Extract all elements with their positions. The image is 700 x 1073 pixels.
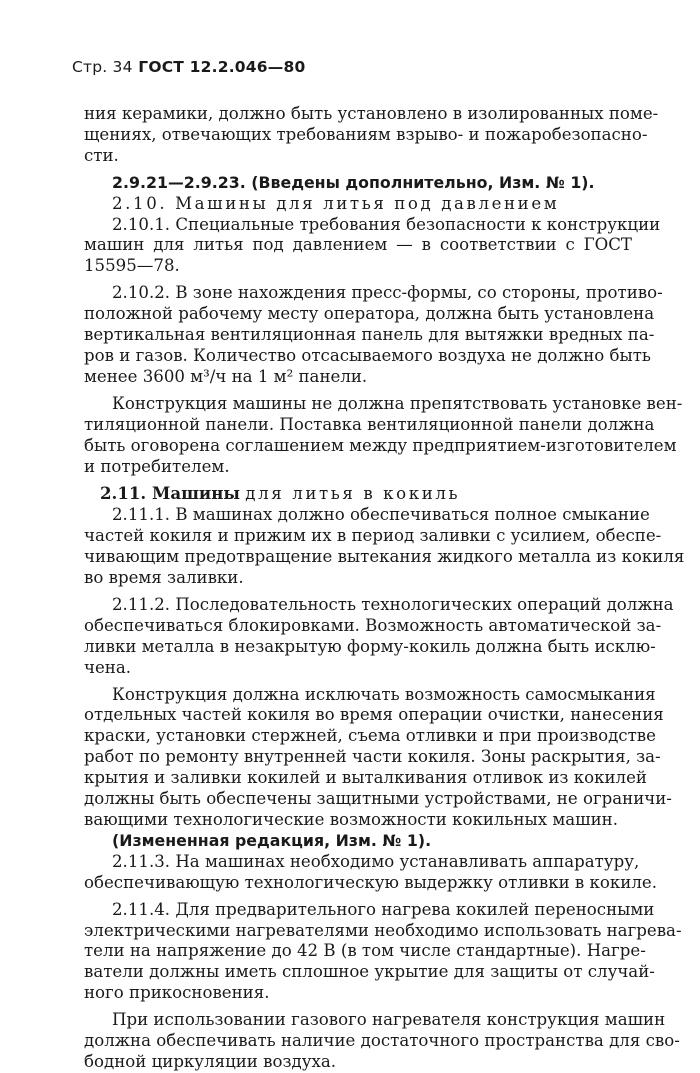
paragraph: [84, 899, 682, 1005]
section-heading-title: для литья в кокиль: [245, 484, 461, 504]
text-line: отдельных частей кокиля во время операции очистки, нанесения: [84, 705, 664, 725]
paragraph: [84, 393, 683, 478]
text-line: менее 3600 м³/ч на 1 м² панели.: [84, 366, 368, 386]
paragraph: [84, 104, 659, 167]
text-line: работ по ремонту внутренней части кокиля. Зоны раскрытия, за-: [84, 747, 661, 767]
text-line: сти.: [84, 145, 119, 165]
paragraph: [84, 851, 657, 894]
amendment-note: (Измененная редакция, Изм. № 1).: [112, 830, 432, 850]
text-line: 2.10.1. Специальные требования безопасности к конструкции: [112, 214, 661, 234]
text-line: положной рабочему месту оператора, должна быть установлена: [84, 304, 655, 324]
text-line: тели на напряжение до 42 В (в том числе стандартные). Нагре-: [84, 941, 646, 961]
text-line: щениях, отвечающих требованиям взрыво- и пожаробезопасно-: [84, 124, 648, 144]
text-line: ватели должны иметь сплошное укрытие для защиты от случай-: [84, 962, 655, 982]
amendment-note: 2.9.21—2.9.23. (Введены дополнительно, Изм. № 1).: [112, 172, 595, 192]
text-line: чена.: [84, 657, 132, 677]
text-line: ров и газов. Количество отсасываемого воздуха не должно быть: [84, 345, 651, 365]
text-line: ного прикосновения.: [84, 983, 270, 1003]
text-line: 2.11.2. Последовательность технологических операций должна: [112, 594, 674, 614]
text-line: машин для литья под давлением — в соответствии с ГОСТ: [84, 235, 632, 255]
text-line: вертикальная вентиляционная панель для вытяжки вредных па-: [84, 325, 655, 345]
text-line: При использовании газового нагревателя конструкция машин: [112, 1010, 666, 1030]
text-line: 2.11.1. В машинах должно обеспечиваться полное смыкание: [112, 505, 650, 525]
text-line: 15595—78.: [84, 256, 180, 276]
paragraph: [84, 1010, 680, 1073]
text-line: Конструкция должна исключать возможность самосмыкания: [112, 684, 656, 704]
text-line: крытия и заливки кокилей и выталкивания отливок из кокилей: [84, 768, 647, 788]
text-line: быть оговорена соглашением между предприятием-изготовителем: [84, 435, 677, 455]
text-line: должны быть обеспечены защитными устройствами, не ограничи-: [84, 789, 672, 809]
text-line: ливки металла в незакрытую форму-кокиль должна быть исклю-: [84, 636, 656, 656]
text-line: Конструкция машины не должна препятствовать установке вен-: [112, 393, 683, 413]
body-text: [84, 104, 685, 1073]
standard-designation: ГОСТ 12.2.046—80: [138, 58, 306, 76]
paragraph: [84, 283, 663, 388]
section-heading: [84, 483, 632, 505]
text-line: бодной циркуляции воздуха.: [84, 1051, 337, 1071]
text-line: краски, установки стержней, съема отливки и при производстве: [84, 726, 656, 746]
paragraph: [84, 594, 674, 679]
text-line: обеспечиваться блокировками. Возможность автоматической за-: [84, 615, 662, 635]
section-heading: 2.10. Машины для литья под давлением: [112, 193, 560, 213]
text-line: 2.11.4. Для предварительного нагрева кокилей переносными: [112, 899, 655, 919]
text-line: ния керамики, должно быть установлено в изолированных поме-: [84, 104, 659, 123]
text-line: во время заливки.: [84, 568, 244, 588]
text-line: чивающим предотвращение вытекания жидкого металла из кокиля: [84, 547, 685, 567]
text-line: должна обеспечивать наличие достаточного пространства для сво-: [84, 1031, 680, 1051]
section-heading-number: 2.11. Машины: [100, 483, 241, 504]
paragraph: [84, 684, 672, 831]
text-line: 2.10.2. В зоне нахождения пресс-формы, со стороны, противо-: [112, 283, 663, 303]
text-line: и потребителем.: [84, 456, 230, 476]
text-line: обеспечивающую технологическую выдержку отливки в кокиле.: [84, 872, 657, 892]
text-line: частей кокиля и прижим их в период заливки с усилием, обеспе-: [84, 526, 662, 546]
text-line: электрическими нагревателями необходимо использовать нагрева-: [84, 920, 682, 940]
page-header: [72, 58, 305, 76]
paragraph: [84, 214, 661, 278]
text-line: 2.11.3. На машинах необходимо устанавливать аппаратуру,: [112, 851, 640, 871]
text-line: тиляционной панели. Поставка вентиляционной панели должна: [84, 414, 655, 434]
page-number: Стр. 34: [72, 58, 133, 76]
paragraph: [84, 505, 685, 589]
text-line: вающими технологические возможности кокильных машин.: [84, 810, 619, 829]
